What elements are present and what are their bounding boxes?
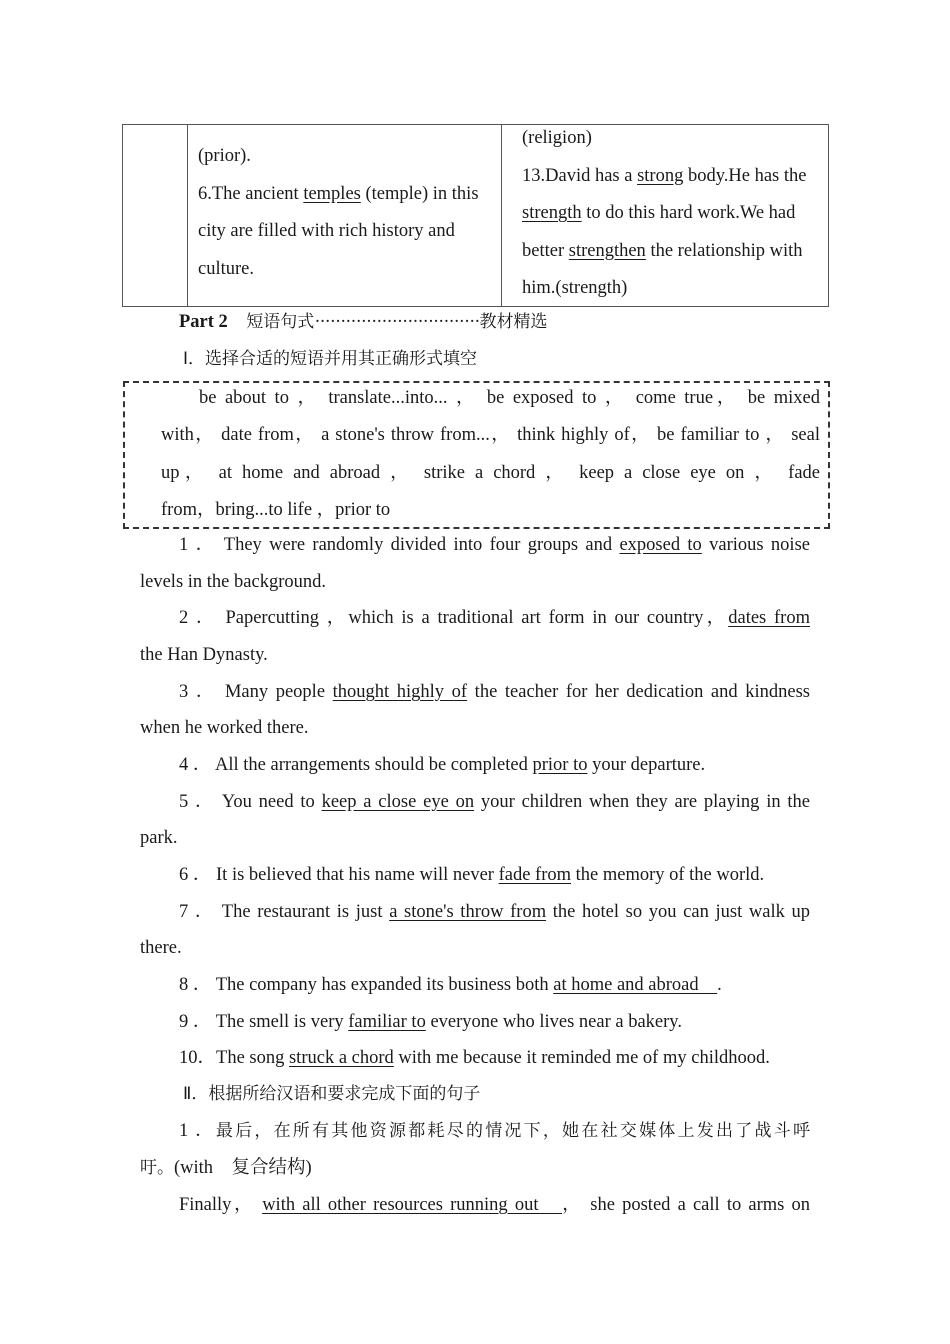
sentence-13	[522, 158, 822, 196]
exercise-item-2	[179, 606, 810, 630]
text-run: better	[522, 240, 569, 261]
text-run: to do this hard work.We had	[581, 203, 796, 223]
text-run: the hotel so you can just walk up	[546, 902, 810, 922]
phrase-line: with， date from， a stone's throw from...， think highly of， be familiar to ， seal	[161, 425, 820, 445]
text-run: 1 ．	[179, 535, 217, 555]
hint: (with 复合结构)	[174, 1158, 312, 1178]
exercise-item-4	[179, 753, 705, 777]
text-run: The company has expanded its business both	[215, 975, 554, 995]
part-heading	[179, 310, 547, 334]
cell-line: him.(strength)	[522, 278, 628, 298]
text-run: 6 ．	[179, 865, 212, 885]
part-title: 短语句式	[246, 312, 315, 332]
answer-blank: fade from	[498, 865, 571, 885]
vocab-table	[122, 124, 829, 307]
text-run: the teacher for her dedication and kindness	[467, 682, 810, 702]
text-run: 1 ．	[179, 1121, 216, 1141]
text-run: They were randomly divided into four groups and	[223, 535, 620, 555]
cell-line: city are filled with rich history and	[198, 221, 455, 241]
text-run: 最后，在所有其他资源都耗尽的情况下，她在社交媒体上发出了战斗呼	[215, 1121, 810, 1141]
part-label: Part 2	[179, 312, 228, 332]
exercise-item-5	[179, 790, 810, 814]
answer-blank: familiar to	[348, 1012, 426, 1032]
text-run: It is believed that his name will never	[216, 865, 499, 885]
exercise-item-7	[179, 900, 810, 924]
text-run: All the arrangements should be completed	[215, 755, 533, 775]
cell-line	[522, 233, 822, 271]
translation-item-1	[179, 1119, 810, 1143]
text-run: (temple) in this	[360, 183, 479, 204]
text-run: the relationship with	[645, 240, 803, 261]
text-run: 10．	[179, 1048, 217, 1068]
exercise-item-3	[179, 680, 810, 704]
text-run: your departure.	[587, 755, 706, 775]
answer-blank: thought highly of	[332, 682, 468, 702]
text-run: 13.David has a	[522, 165, 638, 186]
answer-blank: a stone's throw from	[389, 902, 547, 922]
exercise-item-3-cont: when he worked there.	[140, 718, 309, 738]
text-run: 3 ．	[179, 682, 218, 702]
answer-blank: keep a close eye on	[321, 792, 475, 812]
text-run: 8 ．	[179, 975, 212, 995]
phrase-line: from，bring...to life ，prior to	[161, 500, 391, 520]
exercise-item-8	[179, 973, 722, 997]
text-run: .	[717, 975, 722, 995]
phrase-line: be about to ， translate...into... ， be exposed to ， come true， be mixed	[199, 388, 820, 408]
exercise-item-10	[179, 1046, 770, 1070]
text-run: the memory of the world.	[571, 865, 765, 885]
section-2-heading: Ⅱ．根据所给汉语和要求完成下面的句子	[183, 1084, 481, 1104]
text-run: Finally，	[179, 1195, 256, 1215]
text-run: Papercutting ，which is a traditional art form in our country，	[225, 608, 729, 628]
text-run: your children when they are playing in the	[474, 792, 810, 812]
exercise-item-5-cont: park.	[140, 828, 178, 848]
answer-blank: with all other resources running out	[262, 1195, 563, 1215]
text-run: The smell is very	[215, 1012, 349, 1032]
table-cell-empty	[123, 125, 188, 306]
text-run: everyone who lives near a bakery.	[425, 1012, 682, 1032]
text-run: 4 ．	[179, 755, 212, 775]
cell-line	[522, 195, 822, 233]
text-run: various noise	[701, 535, 810, 555]
exercise-item-1-cont: levels in the background.	[140, 572, 326, 592]
text-run: 2 ．	[179, 608, 218, 628]
text-run: The restaurant is just	[221, 902, 390, 922]
cell-line: culture.	[198, 258, 254, 279]
answer-blank: strengthen	[568, 240, 646, 261]
translation-item-1-answer	[179, 1193, 810, 1217]
exercise-item-7-cont: there.	[140, 938, 182, 958]
text-run: ， she posted a call to arms on	[562, 1195, 811, 1215]
section-1-heading: Ⅰ．选择合适的短语并用其正确形式填空	[183, 349, 478, 369]
answer-blank: temples	[303, 183, 361, 204]
text-run: with me because it reminded me of my childhood.	[393, 1048, 770, 1068]
leader-dots: ································	[314, 312, 480, 332]
answer-blank: at home and abroad	[553, 975, 718, 995]
phrase-bank-box	[123, 381, 830, 529]
answer-blank: strong	[637, 165, 684, 186]
translation-item-1-cont	[140, 1156, 312, 1180]
part-tag: 教材精选	[479, 312, 548, 332]
table-cell-middle	[188, 125, 502, 306]
answer-blank: exposed to	[619, 535, 702, 555]
text-run: 5 ．	[179, 792, 216, 812]
answer-blank: struck a chord	[288, 1048, 394, 1068]
answer-blank: strength	[522, 203, 582, 223]
text-run: 吁。	[140, 1158, 174, 1178]
phrase-line: up， at home and abroad ， strike a chord ， keep a close eye on ， fade	[161, 463, 820, 483]
text-run: You need to	[221, 792, 322, 812]
answer-blank: prior to	[532, 755, 588, 775]
exercise-item-6	[179, 863, 764, 887]
cell-line: (religion)	[522, 128, 592, 148]
table-cell-right	[502, 125, 828, 306]
exercise-item-9	[179, 1010, 682, 1034]
answer-blank: dates from	[728, 608, 810, 628]
text-run: The song	[216, 1048, 289, 1068]
text-run: body.He has the	[683, 165, 807, 186]
text-run: 9 ．	[179, 1012, 212, 1032]
exercise-item-2-cont: the Han Dynasty.	[140, 645, 268, 665]
sentence-6	[198, 176, 493, 214]
exercise-item-1	[179, 533, 810, 557]
text-run: 6.The ancient	[198, 183, 304, 204]
cell-line: (prior).	[198, 146, 251, 166]
text-run: Many people	[224, 682, 333, 702]
text-run: 7 ．	[179, 902, 216, 922]
